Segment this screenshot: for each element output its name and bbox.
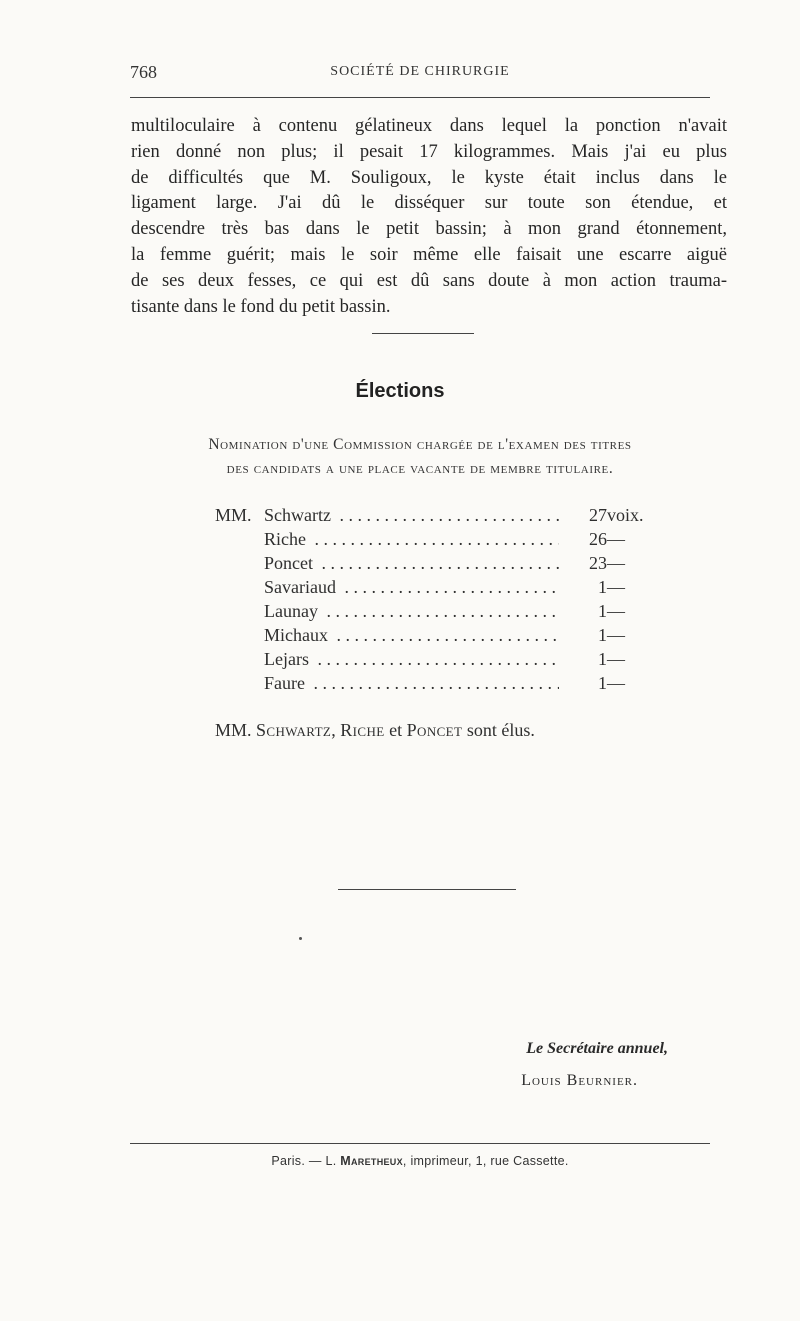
dot-leader xyxy=(264,649,559,670)
vote-count: 27 xyxy=(589,505,607,525)
running-head xyxy=(130,62,710,84)
printer-initial: L. xyxy=(325,1154,337,1168)
candidate-name: Savariaud xyxy=(264,577,340,597)
body-line: tisante dans le fond du petit bassin. xyxy=(131,296,391,317)
running-title: SOCIÉTÉ DE CHIRURGIE xyxy=(330,64,510,79)
vote-count: 1 xyxy=(598,601,607,621)
dot-leader xyxy=(264,577,559,598)
vote-row xyxy=(215,601,665,625)
section-subheading-line1: Nomination d'une Commission chargée de l'examen des titres xyxy=(208,436,632,453)
elected-conjunction: et xyxy=(389,720,403,740)
footer-rule xyxy=(130,1143,710,1144)
body-paragraph xyxy=(131,114,727,320)
elected-prefix: MM. xyxy=(215,720,252,740)
body-line: de ses deux fesses, ce qui est dû sans doute à mon action trauma- xyxy=(131,270,727,291)
body-line: descendre très bas dans le petit bassin; à mon grand étonnement, xyxy=(131,219,727,240)
body-line: de difficultés que M. Souligoux, le kyste était inclus dans le xyxy=(131,167,727,188)
elected-name-1: Schwartz xyxy=(256,720,332,740)
section-divider xyxy=(372,333,474,334)
vote-unit: — xyxy=(607,553,625,573)
elected-name-3: Poncet xyxy=(406,720,463,740)
print-speck xyxy=(299,937,302,940)
section-subheading-line2: des candidats a une place vacante de membre titulaire. xyxy=(226,460,614,477)
vote-unit: — xyxy=(607,649,625,669)
elected-name-2: Riche xyxy=(340,720,385,740)
header-rule xyxy=(130,97,710,98)
vote-prefix: MM. xyxy=(215,505,252,525)
dot-leader xyxy=(264,553,559,574)
candidate-name: Launay xyxy=(264,601,322,621)
election-result-statement xyxy=(215,720,535,741)
vote-unit: — xyxy=(607,529,625,549)
signature-name: Louis Beurnier. xyxy=(521,1072,638,1089)
body-line: multiloculaire à contenu gélatineux dans lequel la ponction n'avait xyxy=(131,116,727,136)
vote-count: 1 xyxy=(598,649,607,669)
candidate-name: Faure xyxy=(264,673,309,693)
elected-separator: , xyxy=(331,720,336,740)
dot-leader xyxy=(264,505,559,526)
candidate-name: Lejars xyxy=(264,649,313,669)
printer-address: , imprimeur, 1, rue Cassette. xyxy=(402,1154,569,1168)
body-line: ligament large. J'ai dû le disséquer sur toute son étendue, et xyxy=(131,193,727,214)
printer-name: Maretheux xyxy=(340,1154,403,1168)
dot-leader xyxy=(264,529,559,550)
section-title: Élections xyxy=(355,380,445,402)
candidate-name: Schwartz xyxy=(264,505,335,525)
vote-unit: — xyxy=(607,601,625,621)
vote-unit: — xyxy=(607,577,625,597)
vote-count: 26 xyxy=(589,529,607,549)
body-line: rien donné non plus; il pesait 17 kilogrammes. Mais j'ai eu plus xyxy=(131,141,727,162)
printer-imprint xyxy=(130,1154,710,1168)
vote-count: 23 xyxy=(589,553,607,573)
candidate-name: Riche xyxy=(264,529,310,549)
printer-city: Paris. — xyxy=(271,1154,322,1168)
vote-count: 1 xyxy=(598,577,607,597)
vote-unit: — xyxy=(607,625,625,645)
closing-divider xyxy=(338,889,516,890)
page-number: 768 xyxy=(130,62,157,82)
vote-row xyxy=(215,553,665,577)
elected-suffix: sont élus. xyxy=(466,720,535,740)
candidate-name: Poncet xyxy=(264,553,317,573)
signature-title: Le Secrétaire annuel, xyxy=(526,1040,668,1057)
dot-leader xyxy=(264,625,559,646)
vote-count: 1 xyxy=(598,673,607,693)
body-line: la femme guérit; mais le soir même elle faisait une escarre aiguë xyxy=(131,244,727,265)
dot-leader xyxy=(264,673,559,694)
vote-row xyxy=(215,625,665,649)
vote-row xyxy=(215,649,665,673)
vote-row xyxy=(215,529,665,553)
candidate-name: Michaux xyxy=(264,625,332,645)
vote-row xyxy=(215,673,665,697)
vote-unit: voix. xyxy=(607,505,644,525)
vote-row xyxy=(215,505,665,529)
vote-row xyxy=(215,577,665,601)
vote-count: 1 xyxy=(598,625,607,645)
dot-leader xyxy=(264,601,559,622)
vote-unit: — xyxy=(607,673,625,693)
